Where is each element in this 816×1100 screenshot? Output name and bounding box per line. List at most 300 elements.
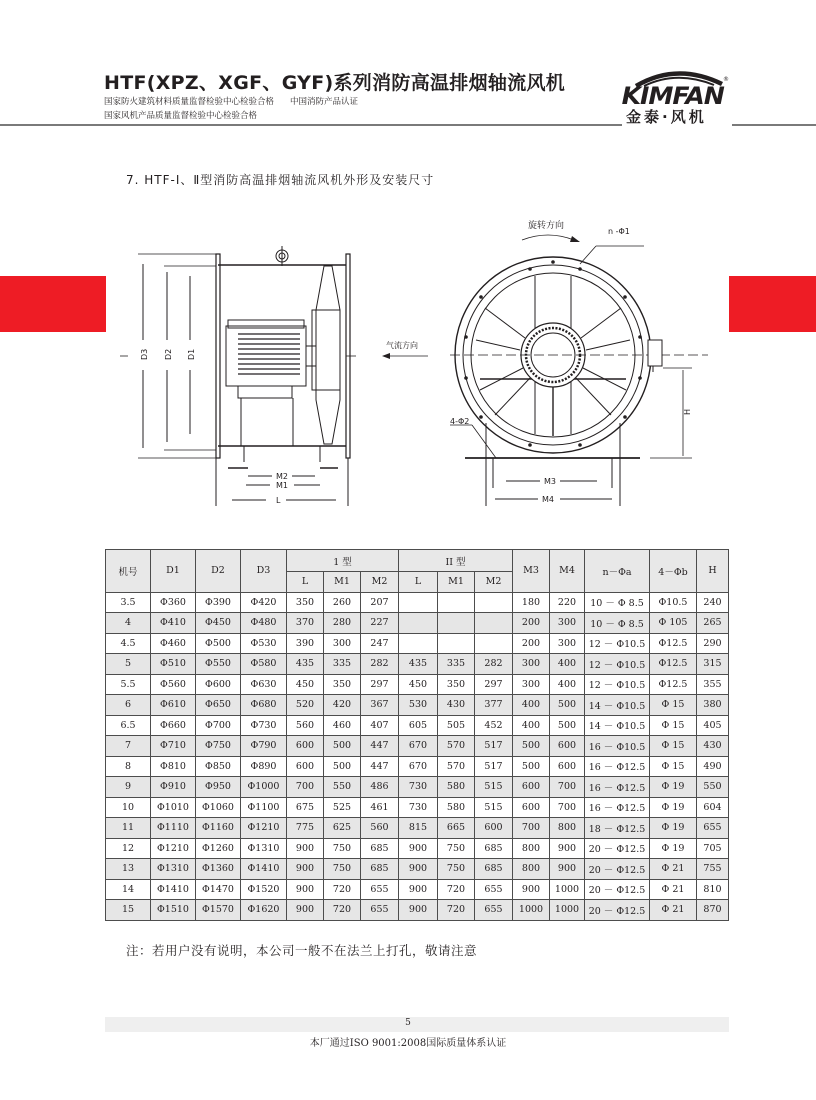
cell-d3: Φ1210 — [241, 818, 287, 839]
cell-m1-2: 750 — [438, 838, 475, 859]
cell-l2: 605 — [399, 715, 438, 736]
cell-m2-2: 282 — [475, 654, 513, 675]
cell-d2: Φ700 — [196, 715, 241, 736]
cell-m3: 500 — [513, 736, 550, 757]
cell-d1: Φ1410 — [151, 879, 196, 900]
table-row — [106, 715, 729, 736]
cell-l1: 390 — [287, 633, 324, 654]
cell-d1: Φ510 — [151, 654, 196, 675]
table-row — [106, 592, 729, 613]
cell-d2: Φ1260 — [196, 838, 241, 859]
cell-d3: Φ530 — [241, 633, 287, 654]
cell-m3: 900 — [513, 879, 550, 900]
cell-m3: 200 — [513, 633, 550, 654]
cell-fb: Φ 15 — [650, 695, 697, 716]
cell-m4: 600 — [550, 736, 585, 757]
cell-l1: 775 — [287, 818, 324, 839]
cell-m3: 180 — [513, 592, 550, 613]
fan-dimension-drawing — [120, 210, 720, 520]
cell-m2-1: 685 — [361, 838, 399, 859]
cell-h: 290 — [697, 633, 729, 654]
cell-model: 10 — [106, 797, 151, 818]
cell-na: 12 － Φ10.5 — [585, 633, 650, 654]
cell-m2-1: 461 — [361, 797, 399, 818]
cell-m2-1: 655 — [361, 879, 399, 900]
cell-d2: Φ390 — [196, 592, 241, 613]
side-view-drawing — [120, 246, 356, 506]
table-row — [106, 695, 729, 716]
cell-m1-2: 750 — [438, 859, 475, 880]
certification-line-1 — [104, 95, 358, 107]
cell-d2: Φ1470 — [196, 879, 241, 900]
section-title: 7. HTF-Ⅰ、Ⅱ型消防高温排烟轴流风机外形及安装尺寸 — [126, 173, 435, 187]
cell-l1: 370 — [287, 613, 324, 634]
cell-h: 755 — [697, 859, 729, 880]
cell-l2: 900 — [399, 879, 438, 900]
cell-h: 870 — [697, 900, 729, 921]
cell-l2: 815 — [399, 818, 438, 839]
cell-m4: 700 — [550, 797, 585, 818]
label-rotation-direction: 旋转方向 — [528, 221, 565, 231]
cell-l2: 900 — [399, 900, 438, 921]
cell-m3: 300 — [513, 654, 550, 675]
cell-d1: Φ1110 — [151, 818, 196, 839]
cell-h: 315 — [697, 654, 729, 675]
cell-m4: 500 — [550, 695, 585, 716]
cell-na: 16 － Φ12.5 — [585, 777, 650, 798]
cell-m3: 1000 — [513, 900, 550, 921]
cell-m2-1: 655 — [361, 900, 399, 921]
header-type1-m1: M1 — [324, 572, 361, 593]
header-type-1: 1 型 — [287, 550, 399, 572]
cell-d1: Φ360 — [151, 592, 196, 613]
cell-l1: 435 — [287, 654, 324, 675]
cell-l2: 435 — [399, 654, 438, 675]
cell-m4: 300 — [550, 633, 585, 654]
header-d3: D3 — [241, 550, 287, 593]
header-type-2: II 型 — [399, 550, 513, 572]
cell-d3: Φ420 — [241, 592, 287, 613]
cell-model: 14 — [106, 879, 151, 900]
cell-d3: Φ1520 — [241, 879, 287, 900]
red-side-bar-right — [729, 276, 816, 332]
cell-m4: 1000 — [550, 879, 585, 900]
cell-fb: Φ 19 — [650, 777, 697, 798]
cell-h: 810 — [697, 879, 729, 900]
cell-na: 20 － Φ12.5 — [585, 900, 650, 921]
cell-model: 3.5 — [106, 592, 151, 613]
cell-model: 5 — [106, 654, 151, 675]
cell-m2-1: 227 — [361, 613, 399, 634]
cell-d1: Φ1010 — [151, 797, 196, 818]
cell-l2 — [399, 633, 438, 654]
cell-m2-2: 655 — [475, 879, 513, 900]
cell-model: 7 — [106, 736, 151, 757]
cell-d2: Φ750 — [196, 736, 241, 757]
label-d1: D1 — [187, 348, 196, 360]
cell-m1-1: 500 — [324, 756, 361, 777]
cell-m2-1: 297 — [361, 674, 399, 695]
cell-m1-1: 750 — [324, 859, 361, 880]
cell-h: 265 — [697, 613, 729, 634]
cell-h: 430 — [697, 736, 729, 757]
label-m3: M3 — [544, 477, 556, 486]
table-row — [106, 633, 729, 654]
cell-d3: Φ730 — [241, 715, 287, 736]
header-h: H — [697, 550, 729, 593]
cell-l1: 450 — [287, 674, 324, 695]
cell-l2: 900 — [399, 859, 438, 880]
label-m2: M2 — [276, 472, 288, 481]
cell-m1-2: 570 — [438, 736, 475, 757]
cell-model: 4 — [106, 613, 151, 634]
cell-l1: 675 — [287, 797, 324, 818]
cell-d1: Φ710 — [151, 736, 196, 757]
label-m4: M4 — [542, 495, 554, 504]
cell-fb: Φ 19 — [650, 838, 697, 859]
cell-model: 8 — [106, 756, 151, 777]
table-row — [106, 613, 729, 634]
cell-fb: Φ 15 — [650, 715, 697, 736]
cell-m4: 500 — [550, 715, 585, 736]
cell-h: 380 — [697, 695, 729, 716]
cell-d1: Φ810 — [151, 756, 196, 777]
cell-d3: Φ580 — [241, 654, 287, 675]
cell-d3: Φ680 — [241, 695, 287, 716]
label-n-phi1: n -Φ1 — [608, 227, 630, 236]
table-row — [106, 674, 729, 695]
cell-d1: Φ460 — [151, 633, 196, 654]
cell-model: 12 — [106, 838, 151, 859]
cell-m4: 600 — [550, 756, 585, 777]
cell-m1-2: 350 — [438, 674, 475, 695]
cell-h: 604 — [697, 797, 729, 818]
cell-m1-1: 460 — [324, 715, 361, 736]
cell-l2 — [399, 613, 438, 634]
cell-m3: 400 — [513, 695, 550, 716]
cell-m3: 500 — [513, 756, 550, 777]
cell-h: 405 — [697, 715, 729, 736]
header-divider — [0, 124, 622, 126]
cell-m2-1: 247 — [361, 633, 399, 654]
table-row — [106, 736, 729, 757]
table-row — [106, 797, 729, 818]
logo-wordmark: KIMFAN — [621, 82, 724, 110]
header-m3: M3 — [513, 550, 550, 593]
cell-d3: Φ1410 — [241, 859, 287, 880]
cell-m1-1: 625 — [324, 818, 361, 839]
cell-m4: 300 — [550, 613, 585, 634]
registered-mark: ® — [723, 76, 729, 83]
certification-fire-product: 中国消防产品认证 — [290, 97, 359, 107]
cell-na: 16 － Φ12.5 — [585, 797, 650, 818]
cell-l2: 670 — [399, 736, 438, 757]
cell-m1-1: 350 — [324, 674, 361, 695]
cell-m3: 200 — [513, 613, 550, 634]
cell-m2-2: 452 — [475, 715, 513, 736]
label-d2: D2 — [164, 348, 173, 360]
cell-m1-1: 550 — [324, 777, 361, 798]
header-type2-l: L — [399, 572, 438, 593]
cell-m2-2: 515 — [475, 797, 513, 818]
cell-m2-2: 377 — [475, 695, 513, 716]
header-type2-m1: M1 — [438, 572, 475, 593]
cell-l2: 730 — [399, 777, 438, 798]
cell-m2-2: 600 — [475, 818, 513, 839]
cell-na: 12 － Φ10.5 — [585, 654, 650, 675]
cell-m2-1: 447 — [361, 736, 399, 757]
cell-d2: Φ450 — [196, 613, 241, 634]
header-type1-m2: M2 — [361, 572, 399, 593]
cell-m3: 800 — [513, 859, 550, 880]
cell-m2-2: 515 — [475, 777, 513, 798]
cell-m3: 300 — [513, 674, 550, 695]
cell-m4: 900 — [550, 859, 585, 880]
cell-fb: Φ 21 — [650, 859, 697, 880]
cell-m1-1: 720 — [324, 879, 361, 900]
logo-chinese-name: 金泰·风机 — [626, 108, 707, 126]
cell-model: 5.5 — [106, 674, 151, 695]
cell-d2: Φ1570 — [196, 900, 241, 921]
label-d3: D3 — [140, 348, 149, 360]
cell-d1: Φ610 — [151, 695, 196, 716]
cell-h: 550 — [697, 777, 729, 798]
header-d1: D1 — [151, 550, 196, 593]
kimfan-logo — [622, 66, 732, 128]
cell-fb: Φ 21 — [650, 879, 697, 900]
cell-m1-1: 260 — [324, 592, 361, 613]
cell-model: 6 — [106, 695, 151, 716]
cell-model: 4.5 — [106, 633, 151, 654]
cell-l2: 670 — [399, 756, 438, 777]
cell-m2-1: 367 — [361, 695, 399, 716]
cell-h: 240 — [697, 592, 729, 613]
cell-m2-1: 685 — [361, 859, 399, 880]
cell-na: 20 － Φ12.5 — [585, 838, 650, 859]
cell-m3: 600 — [513, 797, 550, 818]
cell-na: 16 － Φ12.5 — [585, 756, 650, 777]
cell-m1-2: 430 — [438, 695, 475, 716]
cell-l2: 900 — [399, 838, 438, 859]
cell-l1: 900 — [287, 900, 324, 921]
cell-d1: Φ1510 — [151, 900, 196, 921]
cell-m4: 800 — [550, 818, 585, 839]
cell-na: 16 － Φ10.5 — [585, 736, 650, 757]
cell-d1: Φ910 — [151, 777, 196, 798]
cell-l2: 530 — [399, 695, 438, 716]
table-row — [106, 654, 729, 675]
label-m1: M1 — [276, 481, 288, 490]
cell-m1-2: 335 — [438, 654, 475, 675]
cell-fb: Φ 19 — [650, 818, 697, 839]
cell-m4: 220 — [550, 592, 585, 613]
cell-d2: Φ1060 — [196, 797, 241, 818]
cell-na: 12 － Φ10.5 — [585, 674, 650, 695]
cell-m1-2: 580 — [438, 797, 475, 818]
cell-m1-2: 505 — [438, 715, 475, 736]
label-h: H — [683, 408, 692, 415]
cell-m2-1: 207 — [361, 592, 399, 613]
cell-m1-1: 335 — [324, 654, 361, 675]
label-4-phi2: 4-Φ2 — [450, 417, 470, 426]
table-row — [106, 859, 729, 880]
cell-fb: Φ 19 — [650, 797, 697, 818]
cell-model: 6.5 — [106, 715, 151, 736]
cell-m2-1: 486 — [361, 777, 399, 798]
cell-m1-2: 580 — [438, 777, 475, 798]
header-divider-right — [732, 124, 816, 126]
cell-na: 10 － Φ 8.5 — [585, 592, 650, 613]
cell-m4: 900 — [550, 838, 585, 859]
cell-fb: Φ10.5 — [650, 592, 697, 613]
table-row — [106, 900, 729, 921]
cell-l2 — [399, 592, 438, 613]
cell-d3: Φ630 — [241, 674, 287, 695]
cell-m2-2: 685 — [475, 838, 513, 859]
cell-d1: Φ660 — [151, 715, 196, 736]
cell-m2-1: 282 — [361, 654, 399, 675]
cell-m2-2 — [475, 592, 513, 613]
cell-m1-2 — [438, 592, 475, 613]
cell-m1-1: 500 — [324, 736, 361, 757]
cell-m2-1: 407 — [361, 715, 399, 736]
cell-m1-1: 750 — [324, 838, 361, 859]
cell-d2: Φ1360 — [196, 859, 241, 880]
cell-m3: 700 — [513, 818, 550, 839]
cell-l1: 520 — [287, 695, 324, 716]
cell-m1-1: 720 — [324, 900, 361, 921]
header-type1-l: L — [287, 572, 324, 593]
cell-m1-1: 525 — [324, 797, 361, 818]
cell-fb: Φ12.5 — [650, 633, 697, 654]
cell-na: 20 － Φ12.5 — [585, 859, 650, 880]
cell-m1-1: 420 — [324, 695, 361, 716]
cell-m2-2: 297 — [475, 674, 513, 695]
cell-m3: 800 — [513, 838, 550, 859]
cell-l1: 600 — [287, 736, 324, 757]
cell-na: 10 － Φ 8.5 — [585, 613, 650, 634]
cell-m3: 600 — [513, 777, 550, 798]
cell-h: 705 — [697, 838, 729, 859]
cell-d2: Φ1160 — [196, 818, 241, 839]
cell-l1: 900 — [287, 838, 324, 859]
cell-model: 11 — [106, 818, 151, 839]
header-model: 机号 — [106, 550, 151, 593]
cell-d3: Φ890 — [241, 756, 287, 777]
header-type2-m2: M2 — [475, 572, 513, 593]
cell-l1: 700 — [287, 777, 324, 798]
cell-m2-2 — [475, 633, 513, 654]
cell-na: 14 － Φ10.5 — [585, 715, 650, 736]
label-airflow-direction: 气流方向 — [386, 341, 418, 350]
cell-h: 490 — [697, 756, 729, 777]
cell-m1-2 — [438, 613, 475, 634]
cell-na: 18 － Φ12.5 — [585, 818, 650, 839]
cell-d1: Φ410 — [151, 613, 196, 634]
table-row — [106, 818, 729, 839]
cell-m2-2: 517 — [475, 756, 513, 777]
cell-m1-2: 720 — [438, 879, 475, 900]
table-row — [106, 838, 729, 859]
cell-m4: 400 — [550, 674, 585, 695]
cell-fb: Φ 15 — [650, 756, 697, 777]
flange-drilling-note: 注：若用户没有说明，本公司一般不在法兰上打孔，敬请注意 — [126, 943, 478, 958]
cell-fb: Φ 15 — [650, 736, 697, 757]
cell-d2: Φ600 — [196, 674, 241, 695]
cell-m1-2: 570 — [438, 756, 475, 777]
cell-m4: 400 — [550, 654, 585, 675]
cell-m2-2: 685 — [475, 859, 513, 880]
iso-certification: 本厂通过ISO 9001:2008国际质量体系认证 — [309, 1038, 507, 1049]
cell-m3: 400 — [513, 715, 550, 736]
header-m4: M4 — [550, 550, 585, 593]
cell-fb: Φ 105 — [650, 613, 697, 634]
document-title: HTF(XPZ、XGF、GYF)系列消防高温排烟轴流风机 — [104, 72, 566, 94]
cell-l2: 450 — [399, 674, 438, 695]
table-row — [106, 756, 729, 777]
table-row — [106, 777, 729, 798]
cell-na: 14 － Φ10.5 — [585, 695, 650, 716]
cell-m4: 700 — [550, 777, 585, 798]
dimension-table-body — [106, 592, 729, 920]
front-view-drawing — [382, 235, 708, 506]
dimension-table — [105, 549, 729, 921]
cell-h: 355 — [697, 674, 729, 695]
header-n-phi-a: n－Φa — [585, 550, 650, 593]
cell-fb: Φ12.5 — [650, 654, 697, 675]
cell-l1: 900 — [287, 879, 324, 900]
cell-l2: 730 — [399, 797, 438, 818]
red-side-bar-left — [0, 276, 106, 332]
cell-d3: Φ1310 — [241, 838, 287, 859]
header-4-phi-b: 4－Φb — [650, 550, 697, 593]
cell-d2: Φ500 — [196, 633, 241, 654]
cell-d3: Φ790 — [241, 736, 287, 757]
cell-m2-2: 517 — [475, 736, 513, 757]
cell-d3: Φ480 — [241, 613, 287, 634]
cell-m1-2: 665 — [438, 818, 475, 839]
cell-na: 20 － Φ12.5 — [585, 879, 650, 900]
cell-m2-2 — [475, 613, 513, 634]
certification-line-2: 国家风机产品质量监督检验中心检验合格 — [104, 111, 258, 121]
label-l: L — [276, 496, 281, 505]
cell-d1: Φ1210 — [151, 838, 196, 859]
page-number: 5 — [405, 1018, 411, 1028]
cell-d2: Φ850 — [196, 756, 241, 777]
cell-m1-2: 720 — [438, 900, 475, 921]
cell-m2-1: 447 — [361, 756, 399, 777]
cell-l1: 600 — [287, 756, 324, 777]
cell-model: 13 — [106, 859, 151, 880]
cell-l1: 560 — [287, 715, 324, 736]
cell-l1: 900 — [287, 859, 324, 880]
cell-h: 655 — [697, 818, 729, 839]
header-d2: D2 — [196, 550, 241, 593]
cell-m2-1: 560 — [361, 818, 399, 839]
cell-d1: Φ560 — [151, 674, 196, 695]
cell-m2-2: 655 — [475, 900, 513, 921]
cell-fb: Φ12.5 — [650, 674, 697, 695]
cell-fb: Φ 21 — [650, 900, 697, 921]
cell-d3: Φ1000 — [241, 777, 287, 798]
cell-m1-1: 280 — [324, 613, 361, 634]
cell-d2: Φ550 — [196, 654, 241, 675]
cell-model: 9 — [106, 777, 151, 798]
cell-m4: 1000 — [550, 900, 585, 921]
cell-d2: Φ950 — [196, 777, 241, 798]
cell-d2: Φ650 — [196, 695, 241, 716]
cell-l1: 350 — [287, 592, 324, 613]
